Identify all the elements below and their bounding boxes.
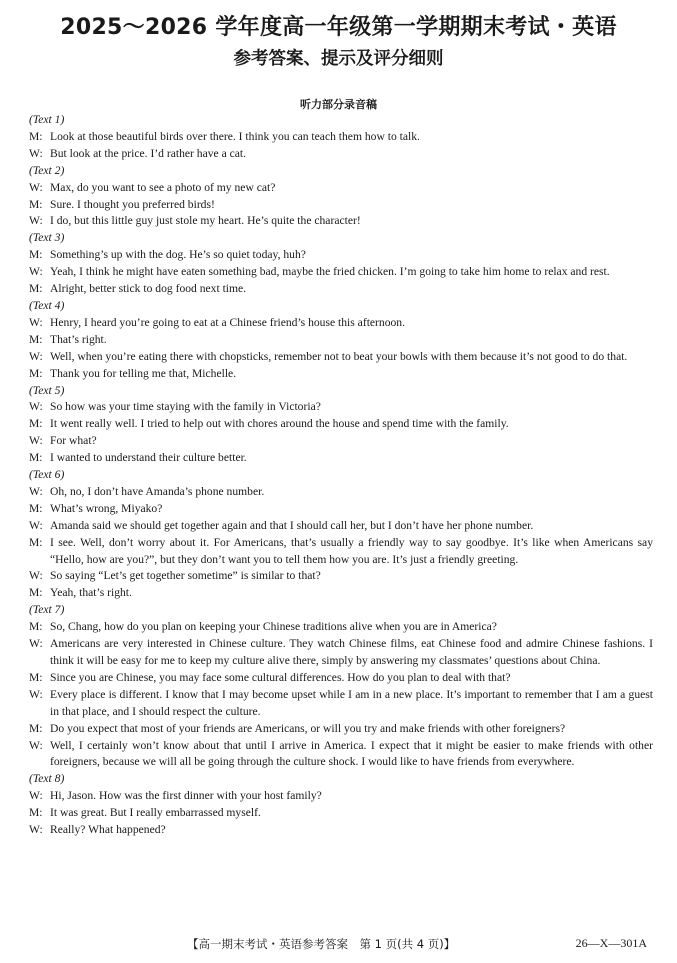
dialogue-line	[29, 585, 653, 602]
speaker-label: M:	[29, 721, 43, 735]
dialogue-line	[29, 805, 653, 822]
dialogue-line	[29, 433, 653, 450]
dialogue-line	[29, 247, 653, 264]
dialogue-line	[29, 332, 653, 349]
speaker-label: M:	[29, 417, 43, 431]
dialogue-line	[29, 721, 653, 738]
speaker-label: W:	[29, 349, 43, 363]
dialogue-line	[29, 197, 653, 214]
dialogue-line	[29, 264, 653, 281]
dialogue-line	[29, 501, 653, 518]
dialogue-text: Yeah, that’s right.	[50, 586, 132, 600]
speaker-label: W:	[29, 518, 43, 532]
speaker-label: M:	[29, 248, 43, 262]
section-heading: 听力部分录音稿	[300, 98, 377, 111]
dialogue-text: For what?	[50, 434, 97, 448]
speaker-label: M:	[29, 332, 43, 346]
speaker-label: W:	[29, 569, 43, 583]
speaker-label: W:	[29, 265, 43, 279]
dialogue-text: Well, I certainly won’t know about that until I arrive in America. I expect that it might be easier to make friends with other foreigners, because we will all be going through the culture shock. I would like to have friends from everywhere.	[50, 738, 653, 769]
speaker-label: M:	[29, 451, 43, 465]
dialogue-line	[29, 399, 653, 416]
dialogue-line	[29, 281, 653, 298]
dialogue-text: What’s wrong, Miyako?	[50, 501, 163, 515]
dialogue-text: Sure. I thought you preferred birds!	[50, 197, 215, 211]
dialogue-text: Alright, better stick to dog food next time.	[50, 282, 247, 296]
dialogue-line	[29, 670, 653, 687]
speaker-label: W:	[29, 400, 43, 414]
document-title: 2025～2026 学年度高一年级第一学期期末考试・英语	[60, 15, 617, 40]
footer-page-info: 【高一期末考试・英语参考答案 第 1 页(共 4 页)】	[187, 937, 456, 951]
dialogue-text: Max, do you want to see a photo of my new cat?	[50, 180, 276, 194]
speaker-label: W:	[29, 823, 43, 837]
text-label: (Text 4)	[29, 298, 65, 312]
dialogue-line	[29, 535, 653, 569]
dialogue-text: Look at those beautiful birds over there. I think you can teach them how to talk.	[50, 129, 420, 143]
dialogue-text: Well, when you’re eating there with chopsticks, remember not to beat your bowls with them because it’s not good to do that.	[50, 349, 628, 363]
speaker-label: W:	[29, 789, 43, 803]
dialogue-text: But look at the price. I’d rather have a cat.	[50, 146, 247, 160]
dialogue-line	[29, 450, 653, 467]
document-subtitle: 参考答案、提示及评分细则	[233, 49, 444, 69]
dialogue-text: Henry, I heard you’re going to eat at a Chinese friend’s house this afternoon.	[50, 315, 406, 329]
text-label: (Text 3)	[29, 231, 65, 245]
dialogue-text: Hi, Jason. How was the first dinner with your host family?	[50, 789, 322, 803]
dialogue-line	[29, 687, 653, 721]
speaker-label: W:	[29, 315, 43, 329]
dialogue-text: I do, but this little guy just stole my heart. He’s quite the character!	[50, 214, 361, 228]
dialogue-line	[29, 129, 653, 146]
dialogue-text: Something’s up with the dog. He’s so quiet today, huh?	[50, 248, 306, 262]
dialogue-line	[29, 568, 653, 585]
dialogue-line	[29, 636, 653, 670]
dialogue-text: So saying “Let’s get together sometime” is similar to that?	[50, 569, 321, 583]
speaker-label: M:	[29, 620, 43, 634]
dialogue-line	[29, 315, 653, 332]
dialogue-text: That’s right.	[50, 332, 107, 346]
dialogue-text: It went really well. I tried to help out with chores around the house and spend time with the family.	[50, 417, 509, 431]
text-label: (Text 7)	[29, 603, 65, 617]
speaker-label: M:	[29, 501, 43, 515]
dialogue-line	[29, 180, 653, 197]
speaker-label: W:	[29, 738, 43, 752]
dialogue-line	[29, 822, 653, 839]
speaker-label: W:	[29, 434, 43, 448]
dialogue-text: Yeah, I think he might have eaten something bad, maybe the fried chicken. I’m going to take him home to relax and rest.	[50, 265, 610, 279]
dialogue-text: Since you are Chinese, you may face some cultural differences. How do you plan to deal with that?	[50, 670, 511, 684]
dialogue-line	[29, 484, 653, 501]
speaker-label: W:	[29, 687, 43, 701]
dialogue-text: Really? What happened?	[50, 823, 166, 837]
text-label: (Text 8)	[29, 772, 65, 786]
speaker-label: W:	[29, 180, 43, 194]
text-label: (Text 6)	[29, 468, 65, 482]
listening-transcript	[29, 112, 653, 839]
dialogue-line	[29, 366, 653, 383]
footer-exam-code: 26—X—301A	[575, 936, 647, 950]
speaker-label: W:	[29, 484, 43, 498]
dialogue-line	[29, 349, 653, 366]
dialogue-line	[29, 738, 653, 772]
dialogue-line	[29, 416, 653, 433]
dialogue-line	[29, 619, 653, 636]
dialogue-text: Thank you for telling me that, Michelle.	[50, 366, 237, 380]
dialogue-line	[29, 518, 653, 535]
speaker-label: M:	[29, 670, 43, 684]
dialogue-line	[29, 146, 653, 163]
speaker-label: W:	[29, 214, 43, 228]
speaker-label: W:	[29, 637, 43, 651]
speaker-label: M:	[29, 129, 43, 143]
speaker-label: M:	[29, 586, 43, 600]
dialogue-line	[29, 213, 653, 230]
dialogue-text: Americans are very interested in Chinese culture. They watch Chinese films, eat Chinese food and admire Chinese fashions. I think it will be easy for me to keep my culture alive there, simply by answering my classmates’ questions about China.	[50, 637, 653, 667]
text-label: (Text 1)	[29, 113, 65, 126]
dialogue-text: Amanda said we should get together again and that I should call her, but I don’t have her phone number.	[50, 518, 534, 532]
text-label: (Text 2)	[29, 163, 65, 177]
dialogue-text: Oh, no, I don’t have Amanda’s phone number.	[50, 484, 265, 498]
dialogue-text: So how was your time staying with the family in Victoria?	[50, 400, 321, 414]
speaker-label: M:	[29, 366, 43, 380]
page-footer	[0, 936, 677, 952]
speaker-label: M:	[29, 806, 43, 820]
dialogue-text: I see. Well, don’t worry about it. For Americans, that’s usually a friendly way to say goodbye. It’s like when Americans say “Hello, how are you?”, but they don’t want you to tell them how you are. It’s just a friendly greeting.	[50, 535, 653, 566]
dialogue-text: I wanted to understand their culture better.	[50, 451, 247, 465]
dialogue-text: Do you expect that most of your friends are Americans, or will you try and make friends with other foreigners?	[50, 721, 566, 735]
text-label: (Text 5)	[29, 383, 65, 397]
speaker-label: M:	[29, 282, 43, 296]
speaker-label: W:	[29, 146, 43, 160]
dialogue-text: So, Chang, how do you plan on keeping your Chinese traditions alive when you are in America?	[50, 620, 497, 634]
speaker-label: M:	[29, 197, 43, 211]
dialogue-text: Every place is different. I know that I may become upset while I am in a new place. It’s important to remember that I am a guest in that place, and I should respect the culture.	[50, 687, 653, 718]
dialogue-line	[29, 788, 653, 805]
speaker-label: M:	[29, 535, 43, 549]
dialogue-text: It was great. But I really embarrassed myself.	[50, 806, 261, 820]
